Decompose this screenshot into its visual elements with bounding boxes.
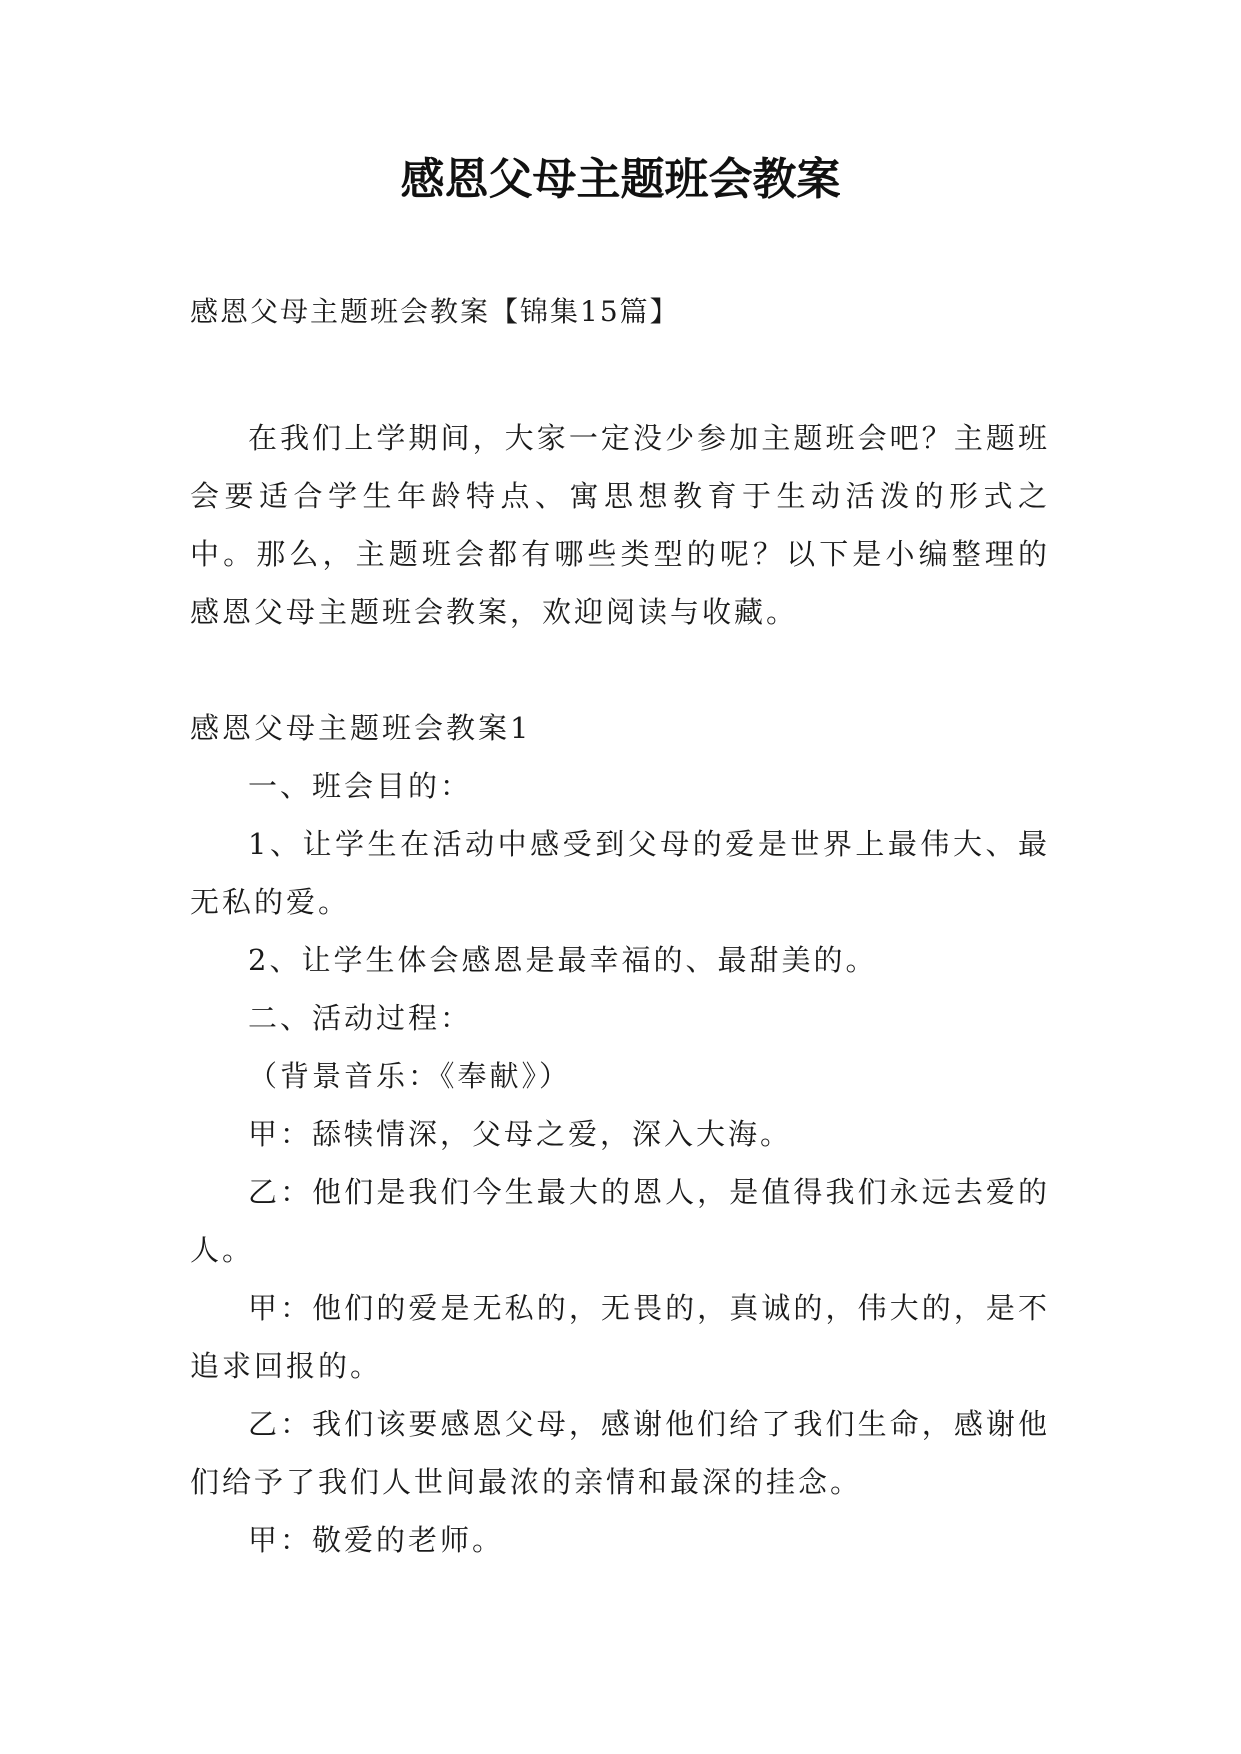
section-heading: 感恩父母主题班会教案1 (190, 711, 532, 745)
paragraph: 一、班会目的： (248, 769, 473, 803)
paragraph: （背景音乐：《奉献》） (248, 1059, 572, 1093)
document-title: 感恩父母主题班会教案 (400, 154, 841, 205)
paragraph: 乙：我们该要感恩父母，感谢他们给了我们生命，感谢他们给予了我们人世间最浓的亲情和最深的挂念。 (190, 1407, 1050, 1499)
spacer (190, 641, 1050, 699)
paragraph: 二、活动过程： (248, 1001, 473, 1035)
paragraph: 甲：舔犊情深，父母之爱，深入大海。 (248, 1117, 793, 1151)
document-body (190, 409, 1050, 1569)
intro-paragraph: 在我们上学期间，大家一定没少参加主题班会吧？主题班会要适合学生年龄特点、寓思想教育于生动活泼的形式之中。那么，主题班会都有哪些类型的呢？以下是小编整理的感恩父母主题班会教案，欢迎阅读与收藏。 (190, 421, 1050, 629)
paragraph: 乙：他们是我们今生最大的恩人，是值得我们永远去爱的人。 (190, 1175, 1050, 1267)
paragraph: 2、让学生体会感恩是最幸福的、最甜美的。 (248, 943, 878, 977)
paragraph: 甲：敬爱的老师。 (248, 1523, 505, 1557)
paragraph: 1、让学生在活动中感受到父母的爱是世界上最伟大、最无私的爱。 (190, 827, 1050, 919)
paragraph: 甲：他们的爱是无私的，无畏的，真诚的，伟大的，是不追求回报的。 (190, 1291, 1050, 1383)
document-subtitle: 感恩父母主题班会教案【锦集15篇】 (190, 295, 680, 328)
